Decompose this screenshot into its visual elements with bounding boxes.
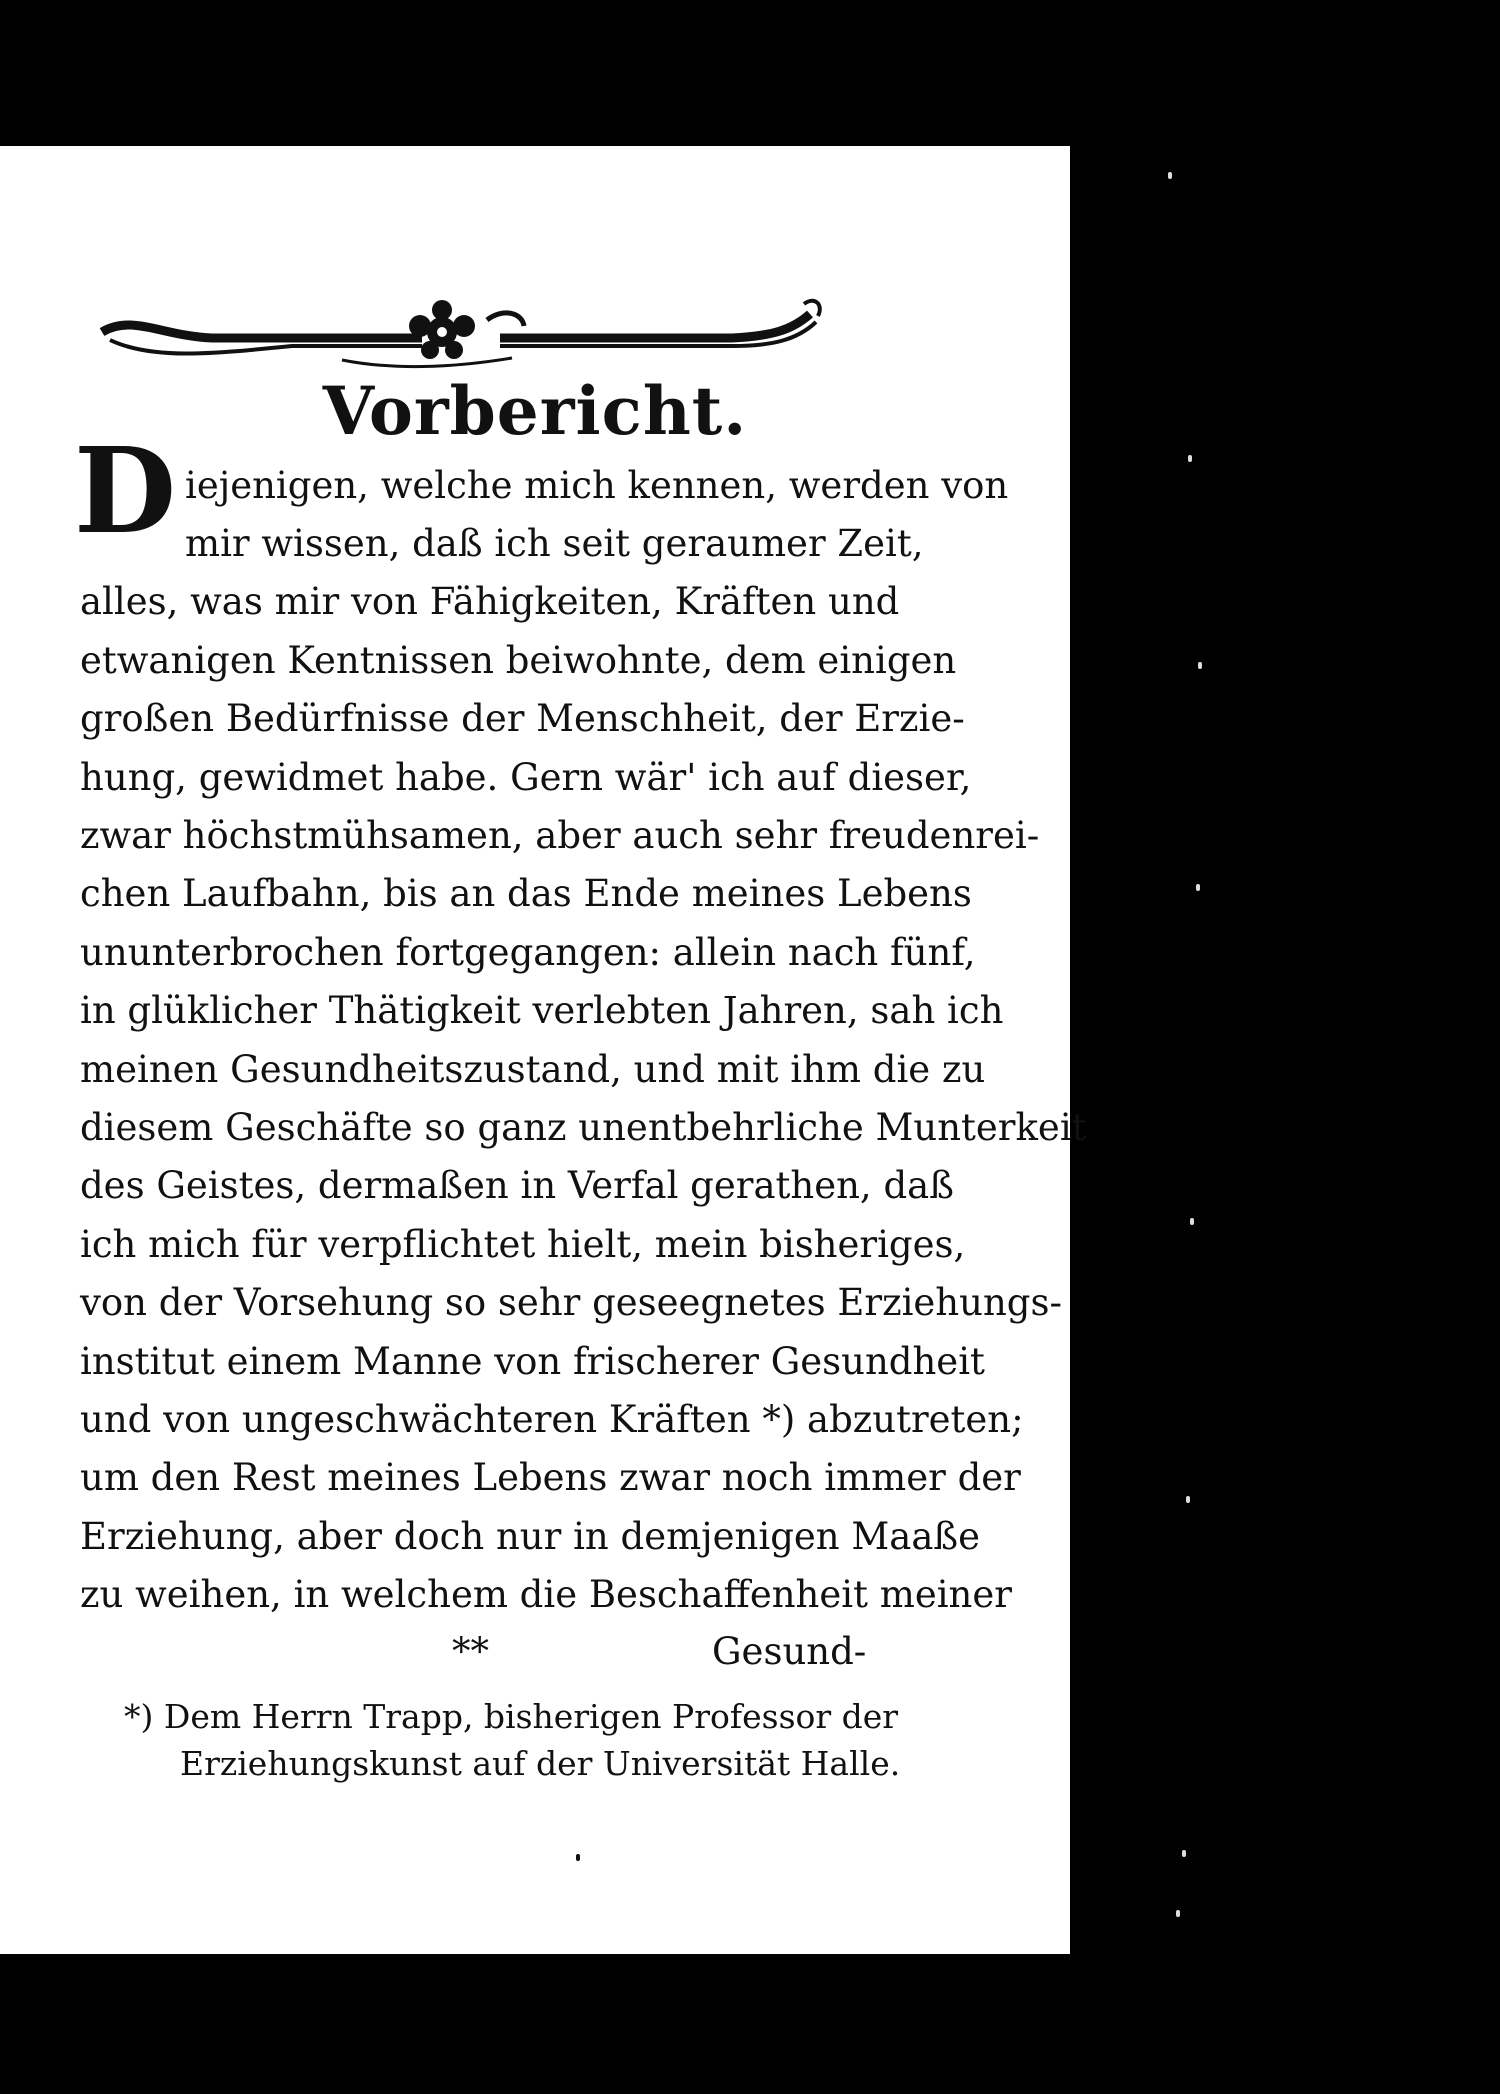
drop-cap: D <box>73 421 177 560</box>
body-line: alles, was mir von Fähigkeiten, Kräften und <box>80 580 900 623</box>
body-line: hung, gewidmet habe. Gern wär' ich auf dieser, <box>80 756 972 799</box>
ornament-headpiece-icon <box>92 274 830 384</box>
speck-mark <box>1196 884 1200 891</box>
body-line: meinen Gesundheitszustand, und mit ihm die zu <box>80 1048 986 1091</box>
body-line: und von ungeschwächteren Kräften *) abzutreten; <box>80 1398 1024 1441</box>
body-line: institut einem Manne von frischerer Gesundheit <box>80 1340 985 1383</box>
speck-mark <box>1186 1496 1190 1503</box>
body-line: chen Laufbahn, bis an das Ende meines Lebens <box>80 872 972 915</box>
body-line: zwar höchstmühsamen, aber auch sehr freudenrei- <box>80 814 1040 857</box>
body-line: um den Rest meines Lebens zwar noch immer der <box>80 1456 1021 1499</box>
speck-mark <box>1182 1850 1186 1857</box>
signature-mark: ** <box>452 1630 489 1673</box>
speck-mark <box>1176 1910 1180 1917</box>
body-line: etwanigen Kentnissen beiwohnte, dem einigen <box>80 639 957 682</box>
body-line: iejenigen, welche mich kennen, werden von <box>185 464 1009 507</box>
body-line: ununterbrochen fortgegangen: allein nach fünf, <box>80 931 976 974</box>
body-line: des Geistes, dermaßen in Verfal gerathen, daß <box>80 1164 954 1207</box>
footnote-line: *) Dem Herrn Trapp, bisherigen Professor der <box>124 1697 899 1736</box>
book-page <box>0 146 1087 1954</box>
body-line: Erziehung, aber doch nur in demjenigen Maaße <box>80 1515 980 1558</box>
catchword: Gesund- <box>712 1630 867 1673</box>
body-line: diesem Geschäfte so ganz unentbehrliche Munterkeit <box>80 1106 1087 1149</box>
body-line: zu weihen, in welchem die Beschaffenheit meiner <box>80 1573 1012 1616</box>
body-line: ich mich für verpflichtet hielt, mein bisheriges, <box>80 1223 966 1266</box>
speck-mark <box>1188 455 1192 462</box>
body-line: mir wissen, daß ich seit geraumer Zeit, <box>185 522 924 565</box>
footnote-line: Erziehungskunst auf der Universität Halle. <box>180 1744 901 1783</box>
speck-mark <box>576 1854 580 1861</box>
speck-mark <box>1198 662 1202 669</box>
body-line: in glüklicher Thätigkeit verlebten Jahren, sah ich <box>80 989 1004 1032</box>
body-line: großen Bedürfnisse der Menschheit, der Erzie- <box>80 697 965 740</box>
speck-mark <box>1190 1218 1194 1225</box>
speck-mark <box>1168 172 1172 179</box>
body-line: von der Vorsehung so sehr geseegnetes Erziehungs- <box>80 1281 1062 1324</box>
page-title: Vorbericht. <box>322 372 748 450</box>
